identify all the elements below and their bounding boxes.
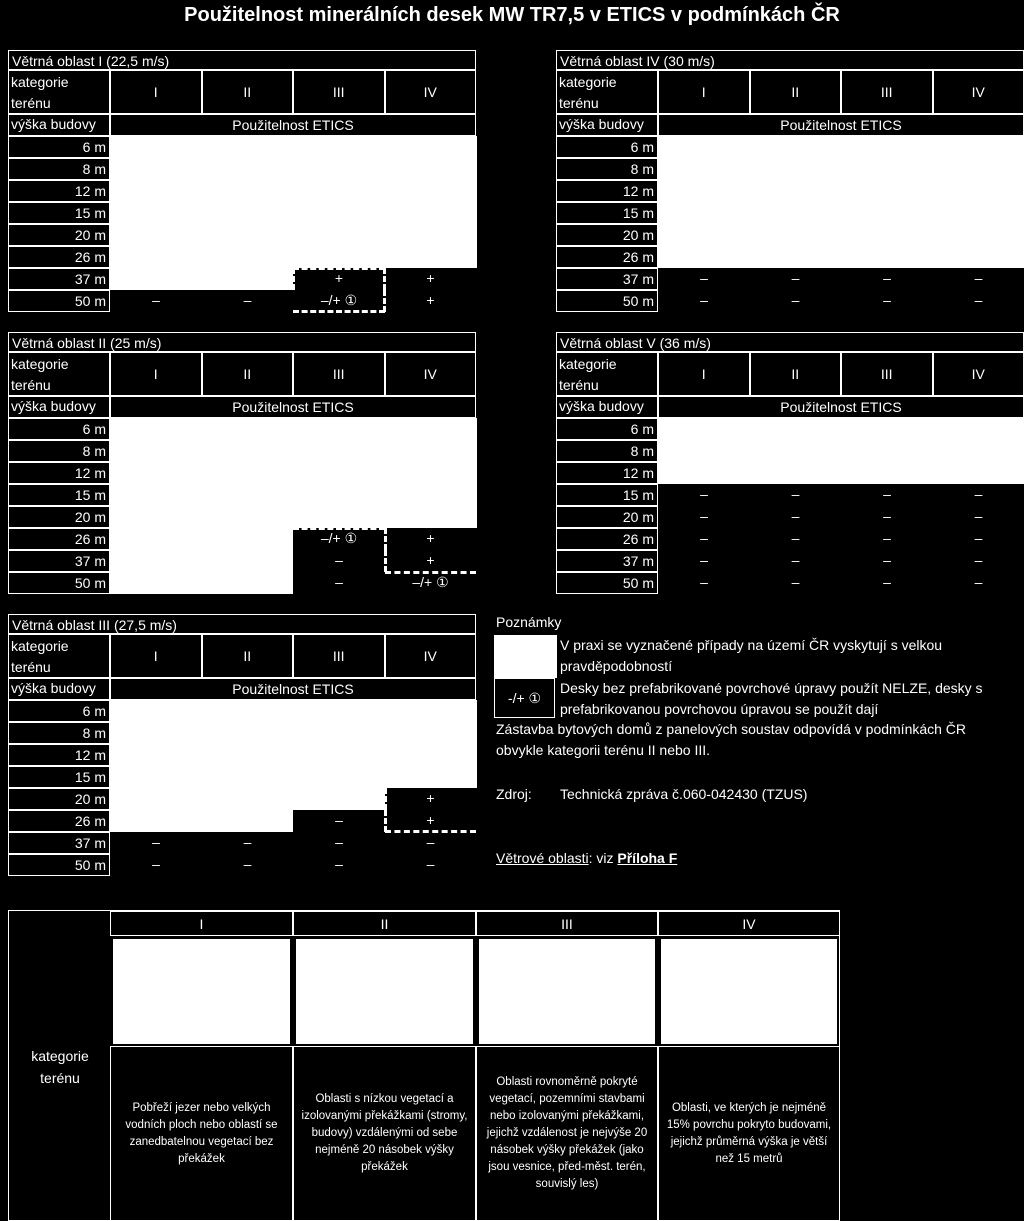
usage-cell: – — [841, 550, 933, 572]
usage-cell: – — [933, 268, 1024, 290]
category-header-II: II — [202, 352, 294, 396]
usage-cell: – — [933, 290, 1024, 312]
height-cell: 15 m — [8, 484, 110, 506]
usage-cell: – — [385, 832, 477, 854]
category-header-IV: IV — [385, 70, 477, 114]
usage-cell — [202, 246, 294, 268]
source-value: Technická zpráva č.060-042430 (TZUS) — [560, 786, 808, 802]
usage-cell — [110, 268, 202, 290]
usage-header: Použitelnost ETICS — [110, 114, 476, 136]
usage-cell: – — [658, 528, 750, 550]
usage-cell — [293, 766, 385, 788]
dashed-border — [385, 571, 477, 574]
wind-zones-label: Větrové oblasti — [496, 850, 589, 866]
legend-white-swatch — [494, 635, 557, 678]
terrain-desc-III: Oblasti rovnoměrně pokryté vegetací, pozemními stavbami nebo izolovanými překážkami, jejichž vzdálenost je nejvýše 20 násobek výšky překážek (jako jsou vesnice, před-měst. terén, souvislý les) — [476, 1046, 658, 1221]
usage-cell — [293, 506, 385, 528]
building-height-label: výška budovy — [556, 114, 658, 136]
terrain-header-III: III — [476, 911, 658, 936]
usage-cell — [841, 158, 933, 180]
category-header-II: II — [750, 352, 842, 396]
usage-cell — [293, 136, 385, 158]
usage-cell — [110, 572, 202, 594]
usage-cell — [293, 202, 385, 224]
building-height-label: výška budovy — [8, 396, 110, 418]
usage-cell — [841, 180, 933, 202]
usage-cell — [385, 224, 477, 246]
dashed-border — [385, 830, 477, 833]
category-header-III: III — [841, 70, 933, 114]
usage-cell — [750, 136, 842, 158]
usage-cell: –/+ ① — [385, 572, 477, 594]
usage-cell — [202, 440, 294, 462]
height-cell: 26 m — [8, 246, 110, 268]
note1-line2: pravděpodobností — [560, 658, 673, 674]
usage-cell: – — [841, 506, 933, 528]
category-header-III: III — [293, 634, 385, 678]
usage-cell — [110, 722, 202, 744]
usage-cell — [202, 484, 294, 506]
usage-cell: – — [841, 290, 933, 312]
usage-cell: – — [293, 810, 385, 832]
usage-cell — [750, 418, 842, 440]
usage-cell: – — [658, 506, 750, 528]
usage-cell — [933, 418, 1024, 440]
usage-cell — [385, 462, 477, 484]
height-cell: 20 m — [556, 506, 658, 528]
height-cell: 50 m — [8, 290, 110, 312]
usage-cell — [385, 202, 477, 224]
terrain-category-label: kategorie terénu — [556, 352, 658, 396]
usage-cell — [110, 528, 202, 550]
usage-cell — [293, 700, 385, 722]
usage-cell — [110, 462, 202, 484]
usage-cell: – — [202, 290, 294, 312]
category-header-I: I — [658, 70, 750, 114]
terrain-image-III — [479, 939, 655, 1044]
page-title: Použitelnost minerálních desek MW TR7,5 v ETICS v podmínkách ČR — [184, 4, 840, 26]
usage-cell: + — [385, 550, 477, 572]
category-header-IV: IV — [385, 634, 477, 678]
height-cell: 26 m — [556, 528, 658, 550]
dashed-border — [383, 268, 386, 290]
usage-cell — [841, 224, 933, 246]
usage-cell — [750, 224, 842, 246]
height-cell: 37 m — [8, 268, 110, 290]
usage-cell: – — [841, 484, 933, 506]
usage-cell — [658, 418, 750, 440]
usage-cell — [293, 788, 385, 810]
height-cell: 6 m — [8, 700, 110, 722]
usage-cell: – — [933, 572, 1024, 594]
usage-cell — [293, 484, 385, 506]
usage-cell — [110, 700, 202, 722]
category-header-II: II — [202, 70, 294, 114]
usage-cell — [110, 506, 202, 528]
usage-cell — [110, 418, 202, 440]
usage-cell — [110, 810, 202, 832]
usage-cell — [202, 528, 294, 550]
category-header-II: II — [202, 634, 294, 678]
usage-cell — [293, 246, 385, 268]
height-cell: 12 m — [556, 180, 658, 202]
usage-cell — [293, 722, 385, 744]
usage-cell — [202, 268, 294, 290]
height-cell: 8 m — [8, 440, 110, 462]
usage-cell — [933, 136, 1024, 158]
height-cell: 37 m — [556, 268, 658, 290]
category-header-I: I — [110, 634, 202, 678]
terrain-image-I — [113, 939, 290, 1044]
usage-cell — [841, 246, 933, 268]
height-cell: 37 m — [8, 550, 110, 572]
usage-cell — [202, 418, 294, 440]
category-header-I: I — [110, 70, 202, 114]
height-cell: 15 m — [8, 766, 110, 788]
height-cell: 6 m — [8, 418, 110, 440]
usage-cell — [750, 158, 842, 180]
height-cell: 20 m — [8, 506, 110, 528]
usage-cell — [750, 202, 842, 224]
height-cell: 20 m — [8, 788, 110, 810]
usage-cell — [385, 700, 477, 722]
usage-cell: – — [658, 572, 750, 594]
height-cell: 6 m — [556, 136, 658, 158]
usage-cell: + — [385, 290, 477, 312]
usage-cell: – — [750, 506, 842, 528]
usage-cell: – — [293, 832, 385, 854]
dashed-border — [292, 268, 295, 290]
height-cell: 20 m — [556, 224, 658, 246]
usage-cell — [750, 440, 842, 462]
usage-header: Použitelnost ETICS — [658, 396, 1024, 418]
usage-cell: – — [293, 572, 385, 594]
usage-cell: – — [933, 528, 1024, 550]
usage-cell — [385, 766, 477, 788]
category-header-I: I — [658, 352, 750, 396]
usage-cell — [110, 744, 202, 766]
terrain-category-label: kategorie terénu — [8, 352, 110, 396]
appendix-f-link[interactable]: Příloha F — [617, 850, 678, 866]
usage-cell: + — [385, 528, 477, 550]
usage-cell: – — [933, 506, 1024, 528]
dashed-border — [293, 527, 385, 530]
building-height-label: výška budovy — [8, 678, 110, 700]
usage-cell: – — [841, 572, 933, 594]
usage-cell: – — [110, 854, 202, 876]
usage-cell — [110, 440, 202, 462]
usage-header: Použitelnost ETICS — [658, 114, 1024, 136]
usage-cell — [658, 224, 750, 246]
usage-cell — [658, 136, 750, 158]
usage-cell — [750, 462, 842, 484]
usage-cell: – — [658, 290, 750, 312]
usage-cell — [110, 224, 202, 246]
category-header-I: I — [110, 352, 202, 396]
wind-zone-table-I — [8, 50, 476, 314]
usage-cell — [933, 224, 1024, 246]
usage-cell — [841, 202, 933, 224]
terrain-image-IV — [661, 939, 837, 1044]
usage-header: Použitelnost ETICS — [110, 678, 476, 700]
dashed-border — [384, 550, 387, 572]
height-cell: 12 m — [8, 744, 110, 766]
building-height-label: výška budovy — [8, 114, 110, 136]
wind-zone-table-IV — [556, 50, 1024, 314]
usage-cell — [658, 158, 750, 180]
usage-cell — [385, 744, 477, 766]
usage-cell — [385, 180, 477, 202]
height-cell: 12 m — [8, 180, 110, 202]
usage-cell — [293, 462, 385, 484]
usage-cell: – — [202, 832, 294, 854]
usage-cell — [933, 440, 1024, 462]
height-cell: 8 m — [556, 440, 658, 462]
building-height-label: výška budovy — [556, 396, 658, 418]
height-cell: 26 m — [8, 528, 110, 550]
usage-cell: –/+ ① — [293, 528, 385, 550]
wind-zone-table-II — [8, 332, 476, 596]
height-cell: 50 m — [8, 572, 110, 594]
terrain-header-I: I — [110, 911, 293, 936]
usage-cell — [385, 506, 477, 528]
usage-cell: – — [658, 484, 750, 506]
legend-symbol: -/+ ① — [494, 678, 555, 718]
usage-cell — [293, 440, 385, 462]
usage-cell — [385, 440, 477, 462]
height-cell: 8 m — [8, 722, 110, 744]
height-cell: 50 m — [556, 572, 658, 594]
terrain-category-label: kategorie terénu — [8, 634, 110, 678]
usage-cell — [202, 158, 294, 180]
usage-cell — [385, 158, 477, 180]
usage-cell — [933, 202, 1024, 224]
terrain-category-label: kategorie terénu — [556, 70, 658, 114]
usage-cell — [202, 202, 294, 224]
notes-heading: Poznámky — [496, 614, 562, 630]
usage-cell — [841, 418, 933, 440]
usage-cell — [110, 202, 202, 224]
terrain-header-IV: IV — [658, 911, 840, 936]
height-cell: 37 m — [556, 550, 658, 572]
terrain-category-table — [8, 910, 840, 1221]
wind-zone-table-III — [8, 614, 476, 878]
height-cell: 15 m — [556, 202, 658, 224]
usage-cell: + — [385, 788, 477, 810]
usage-cell — [202, 788, 294, 810]
height-cell: 26 m — [8, 810, 110, 832]
height-cell: 15 m — [556, 484, 658, 506]
usage-cell — [202, 700, 294, 722]
usage-cell: + — [385, 810, 477, 832]
usage-cell — [293, 180, 385, 202]
usage-cell — [658, 246, 750, 268]
usage-cell — [841, 440, 933, 462]
usage-cell: – — [293, 854, 385, 876]
height-cell: 12 m — [556, 462, 658, 484]
usage-cell: – — [202, 854, 294, 876]
usage-cell: – — [293, 550, 385, 572]
height-cell: 50 m — [8, 854, 110, 876]
usage-cell — [202, 506, 294, 528]
usage-cell — [658, 440, 750, 462]
usage-cell — [202, 136, 294, 158]
dashed-border — [293, 267, 385, 270]
height-cell: 37 m — [8, 832, 110, 854]
source-label: Zdroj: — [496, 786, 532, 802]
usage-cell: – — [841, 268, 933, 290]
usage-cell — [933, 158, 1024, 180]
note2-line2: prefabrikovanou povrchovou úpravou se použít dají — [560, 701, 879, 717]
category-header-III: III — [293, 352, 385, 396]
dashed-border — [384, 810, 387, 832]
category-header-III: III — [293, 70, 385, 114]
wind-zone-table-V — [556, 332, 1024, 596]
usage-cell — [750, 180, 842, 202]
usage-cell: – — [658, 550, 750, 572]
usage-cell: – — [658, 268, 750, 290]
usage-cell: – — [750, 290, 842, 312]
usage-cell — [202, 550, 294, 572]
note3-line1: Zástavba bytových domů z panelových soustav odpovídá v podmínkách ČR — [496, 721, 967, 737]
usage-cell — [110, 550, 202, 572]
usage-cell: – — [750, 484, 842, 506]
height-cell: 15 m — [8, 202, 110, 224]
height-cell: 6 m — [556, 418, 658, 440]
category-header-IV: IV — [933, 70, 1024, 114]
wind-zones-sep: : viz — [588, 850, 618, 866]
usage-cell — [110, 180, 202, 202]
dashed-border — [293, 310, 385, 313]
usage-cell — [202, 744, 294, 766]
usage-cell — [293, 224, 385, 246]
usage-cell — [293, 158, 385, 180]
terrain-desc-II: Oblasti s nízkou vegetací a izolovanými překážkami (stromy, budovy) vzdálenými od sebe nejméně 20 násobek výšky překážek — [293, 1046, 476, 1221]
usage-cell — [202, 224, 294, 246]
height-cell: 20 m — [8, 224, 110, 246]
usage-cell: –/+ ① — [293, 290, 385, 312]
usage-cell — [933, 180, 1024, 202]
height-cell: 8 m — [8, 158, 110, 180]
usage-cell — [202, 810, 294, 832]
usage-cell — [841, 136, 933, 158]
terrain-category-label: kategorie terénu — [8, 70, 110, 114]
height-cell: 6 m — [8, 136, 110, 158]
usage-cell — [293, 744, 385, 766]
usage-cell — [385, 136, 477, 158]
zone-title: Větrná oblast IV (30 m/s) — [556, 50, 1024, 70]
zone-title: Větrná oblast V (36 m/s) — [556, 332, 1024, 352]
zone-title: Větrná oblast II (25 m/s) — [8, 332, 476, 352]
wind-zones-reference — [496, 848, 677, 869]
zone-title: Větrná oblast I (22,5 m/s) — [8, 50, 476, 70]
usage-cell: – — [750, 550, 842, 572]
usage-cell: + — [293, 268, 385, 290]
note3-line2: obvykle kategorii terénu II nebo III. — [496, 742, 711, 758]
usage-cell — [385, 246, 477, 268]
usage-cell — [202, 766, 294, 788]
height-cell: 8 m — [556, 158, 658, 180]
terrain-image-II — [296, 939, 473, 1044]
height-cell: 12 m — [8, 462, 110, 484]
usage-cell — [110, 246, 202, 268]
usage-cell: – — [110, 290, 202, 312]
usage-cell — [933, 462, 1024, 484]
usage-cell — [110, 158, 202, 180]
category-header-IV: IV — [933, 352, 1024, 396]
usage-cell — [202, 722, 294, 744]
usage-cell — [841, 462, 933, 484]
height-cell: 50 m — [556, 290, 658, 312]
usage-cell: – — [750, 528, 842, 550]
terrain-header-II: II — [293, 911, 476, 936]
usage-cell: – — [933, 484, 1024, 506]
dashed-border — [384, 788, 387, 810]
terrain-desc-I: Pobřeží jezer nebo velkých vodních ploch nebo oblastí se zanedbatelnou vegetací bez překážek — [110, 1046, 293, 1221]
usage-cell — [110, 766, 202, 788]
usage-cell: – — [933, 550, 1024, 572]
usage-cell — [202, 572, 294, 594]
usage-cell — [202, 462, 294, 484]
note2-line1: Desky bez prefabrikované povrchové úpravy použít NELZE, desky s — [560, 680, 983, 696]
usage-cell — [110, 136, 202, 158]
usage-cell — [750, 246, 842, 268]
dashed-border — [383, 290, 386, 312]
usage-cell: + — [385, 268, 477, 290]
usage-cell — [933, 246, 1024, 268]
usage-cell: – — [841, 528, 933, 550]
usage-cell: – — [385, 854, 477, 876]
usage-cell — [110, 484, 202, 506]
category-header-IV: IV — [385, 352, 477, 396]
height-cell: 26 m — [556, 246, 658, 268]
usage-cell — [293, 418, 385, 440]
usage-cell — [110, 788, 202, 810]
usage-cell: – — [750, 572, 842, 594]
category-header-II: II — [750, 70, 842, 114]
usage-cell — [385, 418, 477, 440]
usage-cell — [385, 484, 477, 506]
usage-cell: – — [110, 832, 202, 854]
usage-cell — [202, 180, 294, 202]
dashed-border — [384, 528, 387, 550]
usage-cell — [385, 722, 477, 744]
note1-line1: V praxi se vyznačené případy na území ČR vyskytují s velkou — [560, 637, 943, 653]
terrain-row-label: kategorie terénu — [31, 1048, 89, 1086]
usage-cell — [658, 180, 750, 202]
zone-title: Větrná oblast III (27,5 m/s) — [8, 614, 476, 634]
usage-cell — [658, 202, 750, 224]
category-header-III: III — [841, 352, 933, 396]
usage-cell — [658, 462, 750, 484]
usage-cell: – — [750, 268, 842, 290]
terrain-desc-IV: Oblasti, ve kterých je nejméně 15% povrchu pokryto budovami, jejichž průměrná výška je větší než 15 metrů — [658, 1046, 840, 1221]
usage-header: Použitelnost ETICS — [110, 396, 476, 418]
